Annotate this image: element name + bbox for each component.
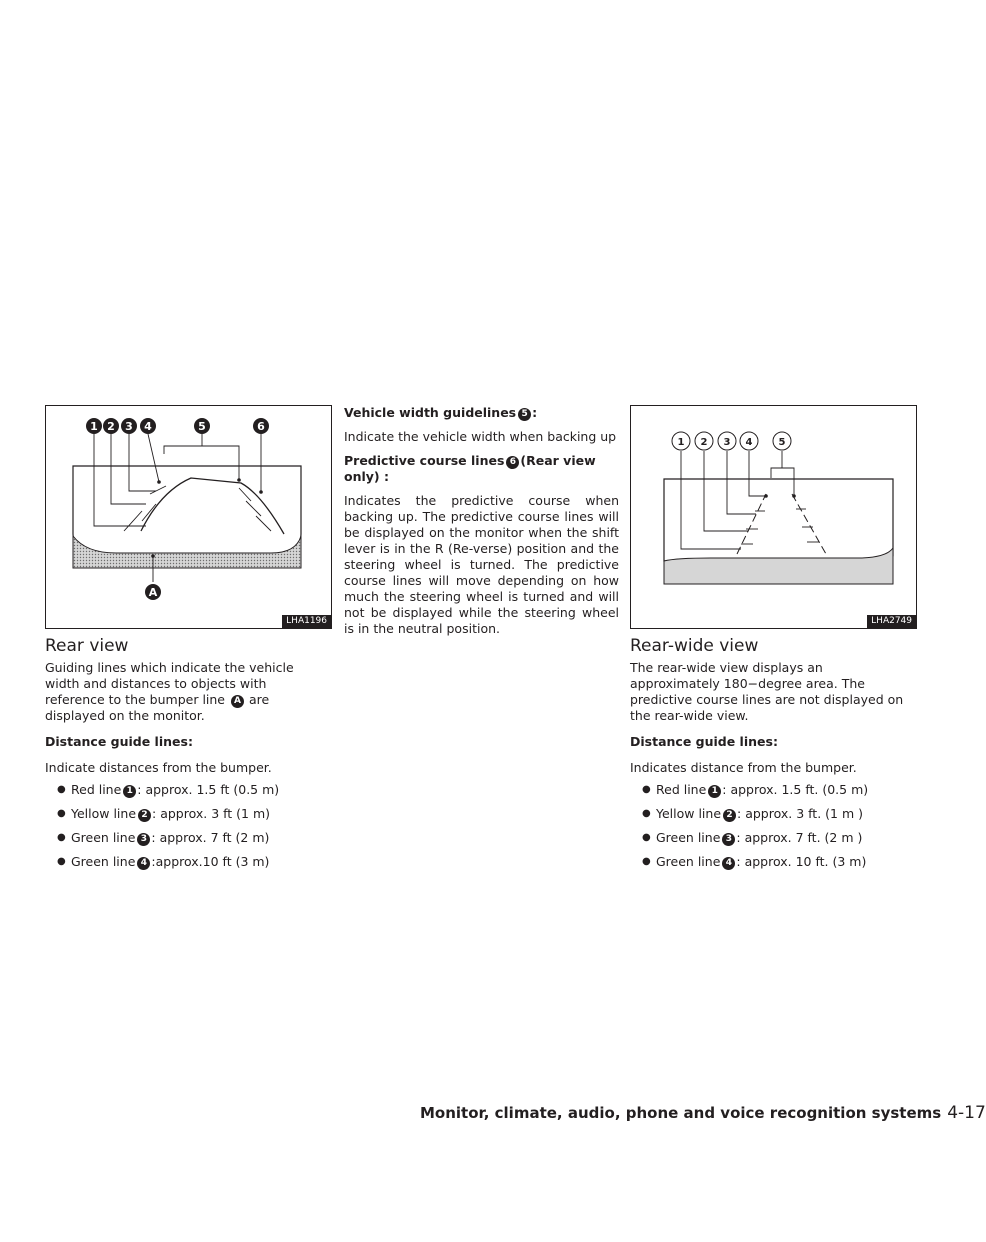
rear-distance-heading: Distance guide lines: bbox=[45, 734, 193, 749]
bumper-area bbox=[73, 536, 301, 568]
rear-figure-code: LHA1196 bbox=[282, 615, 331, 628]
wide-callout-4: 4 bbox=[745, 437, 753, 448]
rear-view-heading: Rear view bbox=[45, 636, 129, 656]
wide-callout-3: 3 bbox=[723, 437, 731, 448]
bullet-icon: ● bbox=[57, 808, 66, 819]
bullet-icon: ● bbox=[57, 856, 66, 867]
rear-view-text bbox=[45, 660, 330, 878]
wide-distance-intro: Indicates distance from the bumper. bbox=[630, 760, 857, 775]
page-number: 4-17 bbox=[947, 1103, 986, 1123]
bullet-icon: ● bbox=[57, 832, 66, 843]
width-guidelines-text: Indicate the vehicle width when backing up bbox=[344, 429, 617, 444]
predictive-text: Indicates the predictive course when backing up. The predictive course lines will be displayed on the monitor when the shift lever is in the R (Re-verse) position and the steering wheel is turned. The predictive course lines will move depending on how much the steering wheel is turned and will not be displayed while the steering wheel is in the neutral position. bbox=[344, 493, 619, 636]
list-item: ● Green line 3 : approx. 7 ft (2 m) bbox=[57, 830, 270, 845]
bullet-icon: ● bbox=[642, 832, 651, 843]
bumper-area-wide bbox=[664, 548, 893, 584]
wide-callout-2: 2 bbox=[700, 437, 708, 448]
wide-callout-1: 1 bbox=[677, 437, 685, 448]
wide-distance-list bbox=[630, 782, 915, 878]
rear-view-intro: Guiding lines which indicate the vehicle width and distances to objects with reference to the bumper line A are displayed on the monitor. bbox=[45, 660, 294, 723]
rear-callout-1: 1 bbox=[90, 420, 98, 433]
rear-callout-2: 2 bbox=[107, 420, 115, 433]
rear-view-diagram bbox=[46, 406, 331, 628]
list-item: ● Yellow line 2 : approx. 3 ft. (1 m ) bbox=[642, 806, 863, 821]
rear-callout-a: A bbox=[148, 586, 158, 599]
rear-callout-5: 5 bbox=[198, 420, 206, 433]
rear-wide-figure-code: LHA2749 bbox=[867, 615, 916, 628]
list-item: ● Green line 3 : approx. 7 ft. (2 m ) bbox=[642, 830, 863, 845]
middle-column bbox=[344, 405, 619, 637]
wide-distance-heading: Distance guide lines: bbox=[630, 734, 778, 749]
list-item: ● Green line 4 : approx. 10 ft. (3 m) bbox=[642, 854, 867, 869]
rear-callout-6: 6 bbox=[257, 420, 265, 433]
list-item: ● Red line 1 : approx. 1.5 ft. (0.5 m) bbox=[642, 782, 869, 797]
width-guidelines-heading: Vehicle width guidelines 5 : bbox=[344, 405, 538, 420]
bullet-icon: ● bbox=[642, 808, 651, 819]
rear-distance-intro: Indicate distances from the bumper. bbox=[45, 760, 272, 775]
bullet-icon: ● bbox=[642, 784, 651, 795]
rear-wide-view-text bbox=[630, 660, 915, 878]
wide-callout-5: 5 bbox=[778, 437, 786, 448]
rear-wide-view-heading: Rear-wide view bbox=[630, 636, 759, 656]
list-item: ● Red line 1 : approx. 1.5 ft (0.5 m) bbox=[57, 782, 280, 797]
list-item: ● Yellow line 2 : approx. 3 ft (1 m) bbox=[57, 806, 271, 821]
predictive-heading: Predictive course lines 6 (Rear view only) : bbox=[344, 453, 596, 484]
rear-wide-view-diagram bbox=[631, 406, 916, 628]
bullet-icon: ● bbox=[642, 856, 651, 867]
rear-callout-4: 4 bbox=[144, 420, 152, 433]
rear-view-figure bbox=[45, 405, 332, 629]
page-footer bbox=[420, 1103, 986, 1123]
list-item: ● Green line 4 :approx.10 ft (3 m) bbox=[57, 854, 270, 869]
section-title: Monitor, climate, audio, phone and voice recognition systems bbox=[420, 1104, 942, 1122]
rear-wide-view-figure bbox=[630, 405, 917, 629]
rear-distance-list bbox=[45, 782, 330, 878]
rear-callout-3: 3 bbox=[125, 420, 133, 433]
bullet-icon: ● bbox=[57, 784, 66, 795]
bumper-line-marker: A bbox=[231, 695, 244, 708]
rear-wide-intro: The rear-wide view displays an approximately 180−degree area. The predictive course lines are not displayed on the rear-wide view. bbox=[630, 660, 904, 723]
